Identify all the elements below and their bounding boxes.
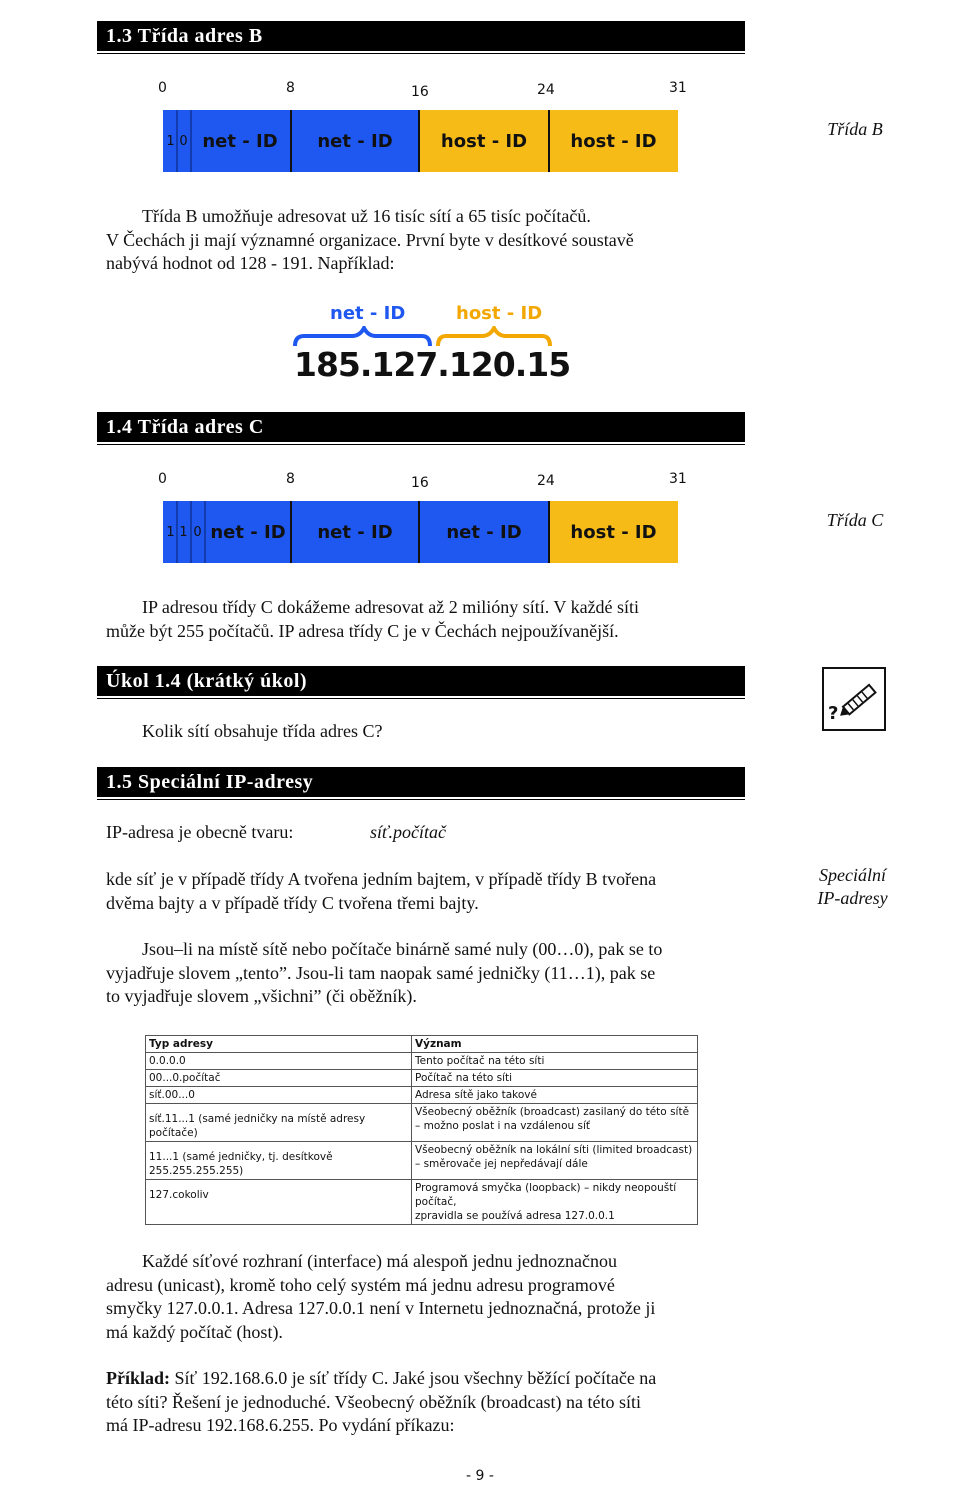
bit-label: 0 (158, 471, 167, 487)
table-cell-type: síť.00...0 (146, 1087, 412, 1104)
example-label: Příklad: (106, 1368, 171, 1388)
table-row (146, 1104, 698, 1142)
bit-label: 31 (669, 471, 687, 487)
section-heading-1-3: 1.3 Třída adres B (97, 21, 745, 51)
bit-position-labels-b (155, 80, 695, 102)
class-b-bit-diagram (163, 110, 678, 172)
table-cell-type: 11...1 (samé jedničky, tj. desítkově 255.255.255.255) (146, 1142, 412, 1180)
class-b-paragraph: Třída B umožňuje adresovat už 16 tisíc sítí a 65 tisíc počítačů. V Čechách ji mají významné organizace. První byte v desítkové soustavě nabývá hodnot od 128 - 191. Například: (106, 206, 634, 273)
table-cell-type: 127.cokoliv (146, 1180, 412, 1225)
example-paragraph: Příklad: Síť 192.168.6.0 je síť třídy C. Jaké jsou všechny běžící počítače na této síti? Řešení je jednoduché. Všeobecný oběžník (broadcast) na této síti má IP-adresu 192.168.6.255. Po vydání příkazu: (106, 1368, 657, 1435)
prefix-bit: 1 (179, 524, 188, 540)
table-cell-meaning: Všeobecný oběžník (broadcast) zasilaný do této sítě – možno poslat i na vzdálenou síť (412, 1104, 698, 1142)
special-addr-paragraph-2: Jsou–li na místě sítě nebo počítače binárně samé nuly (00…0), pak se to vyjadřuje slovem „tento”. Jsou-li tam naopak samé jedničky (11…1), pak se to vyjadřuje slovem „všichni” (či oběžník). (106, 939, 663, 1006)
host-id-segment: host - ID (419, 110, 549, 172)
bit-label: 16 (411, 84, 429, 100)
host-id-segment: host - ID (549, 501, 678, 563)
question-pencil-icon (822, 667, 886, 731)
special-addresses-table (145, 1035, 698, 1225)
margin-note-class-c: Třída C (826, 510, 884, 530)
table-cell-meaning: Tento počítač na této síti (412, 1053, 698, 1070)
prefix-bit: 1 (166, 133, 175, 149)
net-id-segment: net - ID (163, 110, 291, 172)
table-header-row (146, 1036, 698, 1053)
page-number: - 9 - (466, 1468, 494, 1484)
task-question: Kolik sítí obsahuje třída adres C? (142, 721, 383, 741)
table-cell-meaning: Všeobecný oběžník na lokální síti (limited broadcast) – směrovače jej nepředávají dále (412, 1142, 698, 1180)
margin-note-class-b: Třída B (827, 119, 883, 139)
column-header: Význam (412, 1036, 698, 1053)
table-cell-meaning: Adresa sítě jako takové (412, 1087, 698, 1104)
bit-label: 24 (537, 473, 555, 489)
address-form-label: IP-adresa je obecně tvaru: (106, 822, 294, 842)
table-cell-type: 0.0.0.0 (146, 1053, 412, 1070)
net-id-segment: net - ID (291, 501, 419, 563)
table-row (146, 1087, 698, 1104)
prefix-bit: 0 (193, 524, 202, 540)
bit-label: 24 (537, 82, 555, 98)
table-row (146, 1180, 698, 1225)
column-header: Typ adresy (146, 1036, 412, 1053)
interface-paragraph: Každé síťové rozhraní (interface) má alespoň jednu jednoznačnou adresu (unicast), kromě toho celý systém má jednu adresu programové smyčky 127.0.0.1. Adresa 127.0.0.1 není v Internetu jednoznačná, protože ji má každý počítač (host). (106, 1251, 656, 1342)
table-cell-type: síť.11...1 (samé jedničky na místě adresy počítače) (146, 1104, 412, 1142)
net-id-segment: net - ID (419, 501, 549, 563)
address-form-value: síť.počítač (370, 822, 447, 842)
net-id-label: net - ID (330, 303, 406, 324)
table-row (146, 1142, 698, 1180)
margin-note-special: Speciální IP-adresy (817, 865, 888, 908)
bit-label: 8 (286, 80, 295, 96)
net-id-segment: net - ID (163, 501, 291, 563)
bit-label: 16 (411, 475, 429, 491)
section-heading-1-4: 1.4 Třída adres C (97, 412, 745, 442)
bit-label: 8 (286, 471, 295, 487)
host-id-label: host - ID (456, 303, 543, 324)
table-cell-meaning: Programová smyčka (loopback) – nikdy neopouští počítač, zpravidla se používá adresa 127.0.0.1 (412, 1180, 698, 1225)
table-cell-meaning: Počítač na této síti (412, 1070, 698, 1087)
table-row (146, 1053, 698, 1070)
bit-label: 31 (669, 80, 687, 96)
bit-label: 0 (158, 80, 167, 96)
section-heading-1-5: 1.5 Speciální IP-adresy (97, 767, 745, 797)
class-c-bit-diagram (163, 501, 678, 563)
prefix-bit: 1 (166, 524, 175, 540)
host-id-segment: host - ID (549, 110, 678, 172)
table-row (146, 1070, 698, 1087)
special-addr-paragraph-1: kde síť je v případě třídy A tvořena jedním bajtem, v případě třídy B tvořena dvěma bajty a v případě třídy C tvořena třemi bajty. (106, 869, 657, 913)
net-id-segment: net - ID (291, 110, 419, 172)
class-c-paragraph: IP adresou třídy C dokážeme adresovat až 2 milióny sítí. V každé síti může být 255 počítačů. IP adresa třídy C je v Čechách nejpoužívanější. (106, 597, 640, 641)
example-ip-address: 185.127.120.15 (294, 345, 571, 384)
svg-text:?: ? (828, 703, 839, 724)
bit-position-labels-c (155, 471, 695, 493)
prefix-bit: 0 (179, 133, 188, 149)
task-heading: Úkol 1.4 (krátký úkol) (97, 666, 745, 696)
table-cell-type: 00...0.počítač (146, 1070, 412, 1087)
